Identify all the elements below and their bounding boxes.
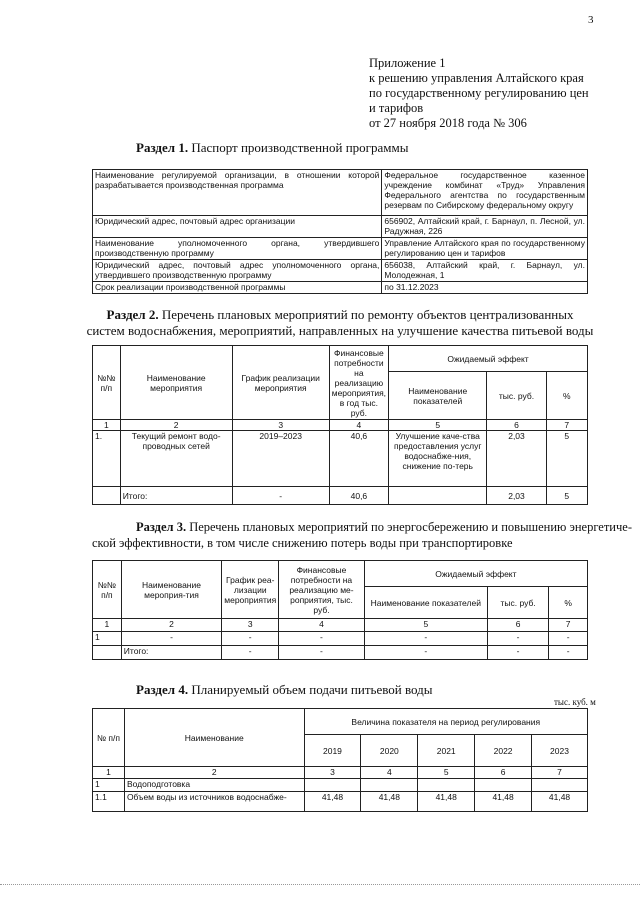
header-num: №№ п/п [93, 346, 121, 420]
cell-name: Объем воды из источников водоснабже- [124, 792, 304, 812]
header-finance: Финансовые потребности на реализацию мероприятия, в год тыс. руб. [329, 346, 388, 420]
appendix-line: Приложение 1 [369, 56, 446, 70]
cell-thousand: 2,03 [487, 431, 546, 487]
section4-title-bold: Раздел 4. [136, 682, 189, 697]
table-row [93, 238, 588, 260]
table-row [93, 282, 588, 294]
col-number: 1 [93, 420, 121, 431]
cell-value: 41,48 [304, 792, 361, 812]
column-number-row [93, 619, 588, 632]
header-year: 2020 [361, 735, 418, 767]
cell-value: 41,48 [418, 792, 475, 812]
appendix-block [369, 56, 619, 131]
col-number: 2 [121, 619, 221, 632]
header-year: 2021 [418, 735, 475, 767]
cell-empty [389, 487, 487, 505]
col-number: 3 [232, 420, 329, 431]
appendix-line: от 27 ноября 2018 года № 306 [369, 116, 527, 130]
cell-percent: 5 [546, 431, 587, 487]
total-row [93, 646, 588, 660]
header-num: № п/п [93, 709, 125, 767]
col-number: 2 [120, 420, 232, 431]
cell-name: Текущий ремонт водо-проводных сетей [120, 431, 232, 487]
header-percent: % [549, 587, 588, 619]
col-number: 5 [389, 420, 487, 431]
header-indicator: Наименование показателей [364, 587, 487, 619]
header-name: Наименование [124, 709, 304, 767]
passport-value: 656902, Алтайский край, г. Барнаул, п. Лесной, ул. Радужная, 226 [382, 216, 588, 238]
cell-value [304, 779, 361, 792]
passport-label: Юридический адрес, почтовый адрес уполномоченного органа, утвердившего производственную программу [93, 260, 382, 282]
passport-label: Наименование уполномоченного органа, утвердившего производственную программу [93, 238, 382, 260]
cell-name: Водоподготовка [124, 779, 304, 792]
cell-value [418, 779, 475, 792]
cell-value [475, 779, 532, 792]
header-effect: Ожидаемый эффект [364, 561, 587, 587]
column-number-row [93, 420, 588, 431]
passport-table [92, 169, 588, 294]
col-number: 5 [418, 767, 475, 779]
appendix-line: к решению управления Алтайского края [369, 71, 584, 85]
col-number: 1 [93, 619, 122, 632]
header-thousand: тыс. руб. [487, 372, 546, 420]
section4-title [136, 682, 433, 698]
section3-title-line1: Перечень плановых мероприятий по энергосбережению и повышению энергетиче- [186, 520, 632, 534]
col-number: 7 [546, 420, 587, 431]
col-number: 3 [222, 619, 279, 632]
total-schedule: - [222, 646, 279, 660]
passport-value: Федеральное государственное казенное учреждение комбинат «Труд» Управления Федерального агентства по государственным резервам по Сибирскому федеральному округу [382, 170, 588, 216]
header-year: 2022 [475, 735, 532, 767]
col-number: 4 [329, 420, 388, 431]
col-number: 7 [532, 767, 588, 779]
cell-empty [93, 487, 121, 505]
section3-title-line2: ской эффективности, в том числе снижению потерь воды при транспортировке [92, 536, 513, 550]
header-thousand: тыс. руб. [487, 587, 548, 619]
table-row [93, 170, 588, 216]
section2-title [60, 307, 620, 339]
cell-finance: 40,6 [329, 431, 388, 487]
cell-indicator: Улучшение каче-ства предоставления услуг водоснабже-ния, снижение по-терь [389, 431, 487, 487]
col-number: 4 [279, 619, 365, 632]
col-number: 6 [487, 420, 546, 431]
cell-empty [93, 646, 122, 660]
table-row [93, 632, 588, 646]
section2-title-line2: систем водоснабжения, мероприятий, направленных на улучшение качества питьевой воды [86, 323, 594, 338]
table-row [93, 216, 588, 238]
total-finance: 40,6 [329, 487, 388, 505]
cell-num: 1.1 [93, 792, 125, 812]
cell-percent: - [549, 632, 588, 646]
cell-value: 41,48 [361, 792, 418, 812]
header-name: Наименование мероприятия [120, 346, 232, 420]
repair-measures-table [92, 345, 588, 505]
energy-measures-table [92, 560, 588, 660]
header-percent: % [546, 372, 587, 420]
total-label: Итого: [120, 487, 232, 505]
page-number: 3 [588, 14, 594, 26]
total-thousand: 2,03 [487, 487, 546, 505]
section3-title [92, 519, 632, 551]
section2-title-line1: Перечень плановых мероприятий по ремонту объектов централизованных [158, 307, 574, 322]
cell-num: 1 [93, 779, 125, 792]
total-finance: - [279, 646, 365, 660]
table-row [93, 792, 588, 812]
header-period: Величина показателя на период регулирования [304, 709, 587, 735]
col-number: 3 [304, 767, 361, 779]
cell-value: 41,48 [475, 792, 532, 812]
section2-title-bold: Раздел 2. [106, 307, 159, 322]
total-schedule: - [232, 487, 329, 505]
cell-indicator: - [364, 632, 487, 646]
total-indicator: - [364, 646, 487, 660]
header-indicator: Наименование показателей [389, 372, 487, 420]
passport-label: Юридический адрес, почтовый адрес организации [93, 216, 382, 238]
passport-label: Наименование регулируемой организации, в отношении которой разрабатывается производственная программа [93, 170, 382, 216]
appendix-line: и тарифов [369, 101, 424, 115]
cell-thousand: - [487, 632, 548, 646]
header-effect: Ожидаемый эффект [389, 346, 588, 372]
cell-num: 1. [93, 431, 121, 487]
cell-schedule: 2019–2023 [232, 431, 329, 487]
passport-value: Управление Алтайского края по государственному регулированию цен и тарифов [382, 238, 588, 260]
passport-label: Срок реализации производственной программы [93, 282, 382, 294]
total-percent: 5 [546, 487, 587, 505]
total-label: Итого: [121, 646, 221, 660]
cell-value: 41,48 [532, 792, 588, 812]
header-year: 2023 [532, 735, 588, 767]
total-percent: - [549, 646, 588, 660]
cell-name: - [121, 632, 221, 646]
table-row [93, 431, 588, 487]
section1-title [136, 140, 408, 156]
table-row [93, 260, 588, 282]
cell-finance: - [279, 632, 365, 646]
section1-title-bold: Раздел 1. [136, 140, 189, 155]
header-finance: Финансовые потребности на реализацию ме-роприятия, тыс. руб. [279, 561, 365, 619]
col-number: 7 [549, 619, 588, 632]
table-row [93, 779, 588, 792]
passport-value: 656038, Алтайский край, г. Барнаул, ул. Молодежная, 1 [382, 260, 588, 282]
units-label: тыс. куб. м [554, 697, 596, 707]
total-thousand: - [487, 646, 548, 660]
col-number: 4 [361, 767, 418, 779]
page-bottom-divider [0, 884, 640, 885]
cell-num: 1 [93, 632, 122, 646]
cell-value [532, 779, 588, 792]
section4-title-text: Планируемый объем подачи питьевой воды [188, 682, 433, 697]
header-schedule: График реа-лизации мероприятия [222, 561, 279, 619]
col-number: 1 [93, 767, 125, 779]
header-name: Наименование мероприя-тия [121, 561, 221, 619]
cell-value [361, 779, 418, 792]
header-year: 2019 [304, 735, 361, 767]
column-number-row [93, 767, 588, 779]
water-volume-table [92, 708, 588, 812]
header-schedule: График реализации мероприятия [232, 346, 329, 420]
passport-value: по 31.12.2023 [382, 282, 588, 294]
col-number: 2 [124, 767, 304, 779]
cell-schedule: - [222, 632, 279, 646]
total-row [93, 487, 588, 505]
header-num: №№ п/п [93, 561, 122, 619]
section1-title-text: Паспорт производственной программы [188, 140, 409, 155]
appendix-line: по государственному регулированию цен [369, 86, 589, 100]
col-number: 6 [487, 619, 548, 632]
col-number: 5 [364, 619, 487, 632]
section3-title-bold: Раздел 3. [136, 520, 187, 534]
col-number: 6 [475, 767, 532, 779]
